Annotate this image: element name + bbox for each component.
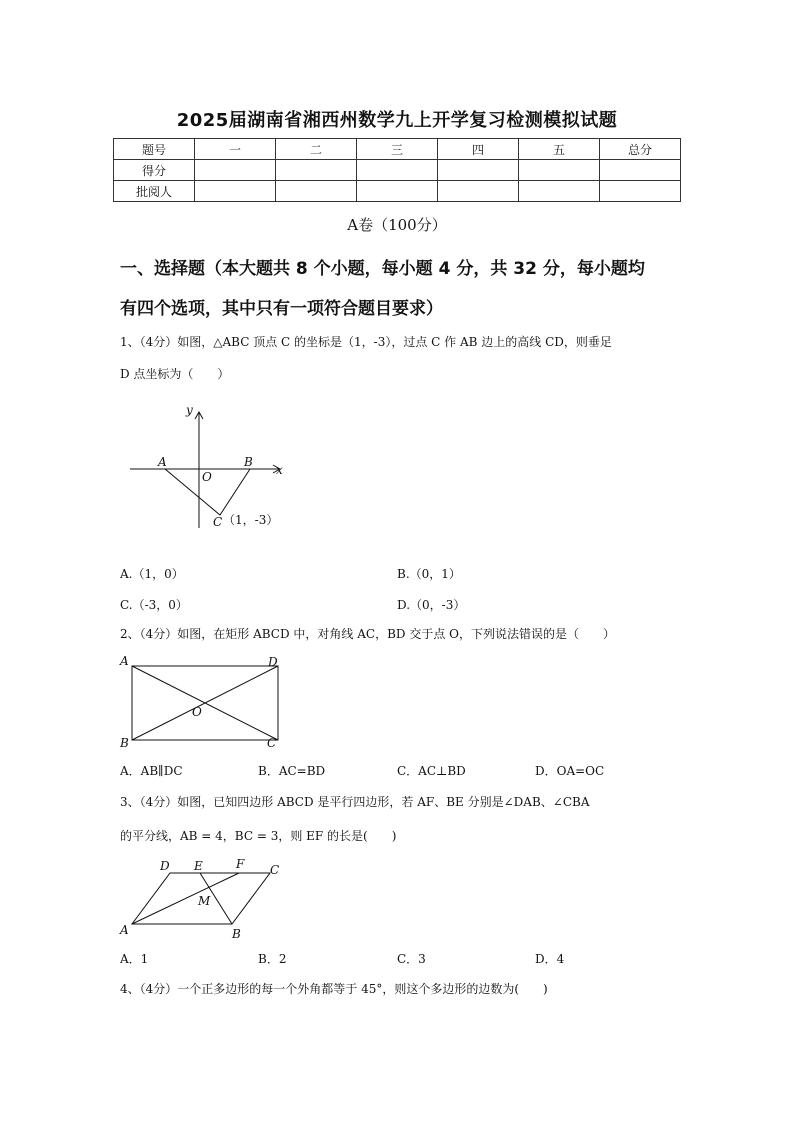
label-m: M xyxy=(198,894,211,908)
label-c: C xyxy=(270,863,280,877)
label-c: C xyxy=(213,515,223,529)
label-b: B xyxy=(120,736,129,750)
label-f: F xyxy=(236,857,245,871)
q2-option-a[interactable]: A．AB∥DC xyxy=(120,764,183,778)
table-cell[interactable] xyxy=(276,160,357,181)
table-cell[interactable] xyxy=(195,181,276,202)
part-heading-line2: 有四个选项，其中只有一项符合题目要求） xyxy=(120,299,443,319)
table-row xyxy=(114,139,681,160)
q2-option-c[interactable]: C．AC⊥BD xyxy=(397,764,466,778)
page-title: 2025届湖南省湘西州数学九上开学复习检测模拟试题 xyxy=(176,110,618,131)
label-b: B xyxy=(244,455,253,469)
label-a: A xyxy=(120,654,129,668)
label-e: E xyxy=(194,859,203,873)
table-cell: 五 xyxy=(519,139,600,160)
label-c: C xyxy=(267,736,277,750)
label-c-coord: （1，-3） xyxy=(223,513,279,527)
q3-stem: 3、（4分）如图，已知四边形 ABCD 是平行四边形，若 AF、BE 分别是∠DAB、∠CBA xyxy=(120,795,590,809)
q2-stem: 2、（4分）如图，在矩形 ABCD 中，对角线 AC，BD 交于点 O，下列说法错误的是（ ） xyxy=(120,627,615,641)
label-d: D xyxy=(160,859,170,873)
table-row xyxy=(114,160,681,181)
table-cell[interactable] xyxy=(438,160,519,181)
table-cell: 批阅人 xyxy=(114,181,195,202)
table-cell[interactable] xyxy=(600,181,681,202)
q1-stem: 1、（4分）如图，△ABC 顶点 C 的坐标是（1，-3），过点 C 作 AB 边上的高线 CD，则垂足 xyxy=(120,335,612,349)
table-cell: 题号 xyxy=(114,139,195,160)
q3-option-a[interactable]: A．1 xyxy=(120,952,149,966)
label-o: O xyxy=(202,470,212,484)
table-cell[interactable] xyxy=(519,181,600,202)
q2-figure xyxy=(112,652,292,752)
q1-option-c[interactable]: C.（-3，0） xyxy=(120,598,188,612)
q3-stem-2: 的平分线，AB = 4，BC = 3，则 EF 的长是( ) xyxy=(120,829,397,843)
label-y: y xyxy=(186,403,193,417)
section-label: A卷（100分） xyxy=(347,216,447,234)
q3-option-d[interactable]: D．4 xyxy=(535,952,565,966)
table-cell[interactable] xyxy=(276,181,357,202)
q1-option-d[interactable]: D.（0，-3） xyxy=(397,598,466,612)
table-cell[interactable] xyxy=(438,181,519,202)
q2-option-d[interactable]: D．OA=OC xyxy=(535,764,605,778)
table-cell[interactable] xyxy=(357,160,438,181)
table-cell: 三 xyxy=(357,139,438,160)
score-table xyxy=(113,138,681,202)
q1-option-a[interactable]: A.（1，0） xyxy=(120,567,184,581)
q3-option-c[interactable]: C．3 xyxy=(397,952,426,966)
table-cell[interactable] xyxy=(519,160,600,181)
label-b: B xyxy=(232,927,241,941)
table-cell: 一 xyxy=(195,139,276,160)
table-cell: 四 xyxy=(438,139,519,160)
table-cell[interactable] xyxy=(357,181,438,202)
q2-option-b[interactable]: B．AC=BD xyxy=(258,764,326,778)
table-cell: 得分 xyxy=(114,160,195,181)
q1-figure xyxy=(120,398,310,538)
q4-stem: 4、（4分）一个正多边形的每一个外角都等于 45°，则这个多边形的边数为( ) xyxy=(120,982,548,996)
label-a: A xyxy=(120,923,129,937)
label-o: O xyxy=(192,705,202,719)
label-x: x xyxy=(276,463,283,477)
q3-figure xyxy=(112,852,292,944)
table-cell: 二 xyxy=(276,139,357,160)
q1-stem-2: D 点坐标为（ ） xyxy=(120,367,230,381)
label-d: D xyxy=(268,655,278,669)
part-heading-line1: 一、选择题（本大题共 8 个小题，每小题 4 分，共 32 分，每小题均 xyxy=(120,259,645,279)
bisector-af xyxy=(132,873,239,924)
table-row xyxy=(114,181,681,202)
label-a: A xyxy=(158,455,167,469)
q3-option-b[interactable]: B．2 xyxy=(258,952,287,966)
table-cell[interactable] xyxy=(195,160,276,181)
q1-option-b[interactable]: B.（0，1） xyxy=(397,567,461,581)
table-cell[interactable] xyxy=(600,160,681,181)
table-cell: 总分 xyxy=(600,139,681,160)
